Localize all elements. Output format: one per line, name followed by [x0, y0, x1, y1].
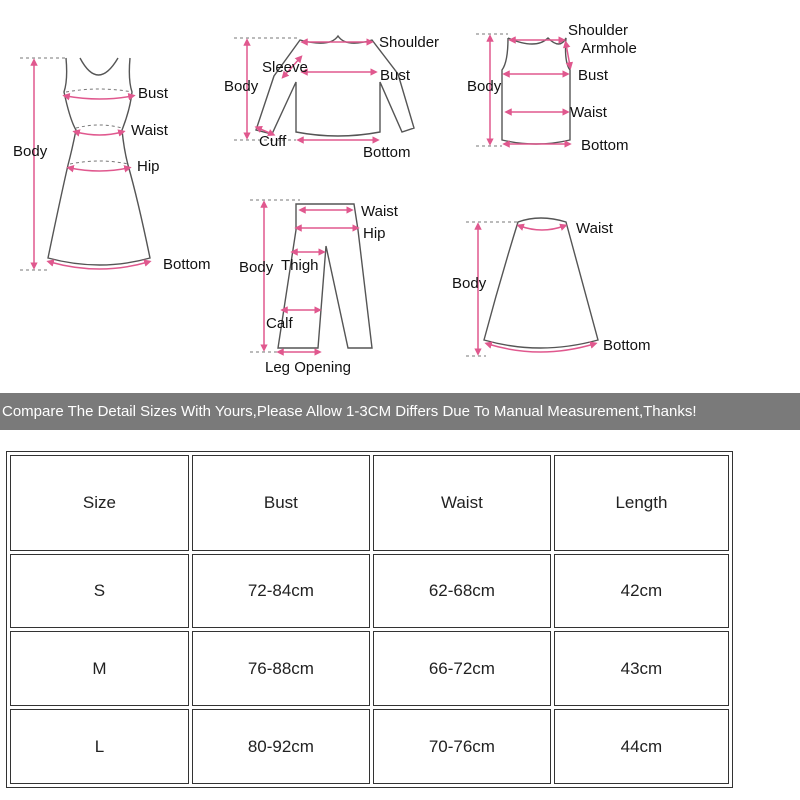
cell-length: 42cm: [554, 554, 729, 629]
cell-bust: 76-88cm: [192, 631, 370, 706]
header-waist: Waist: [373, 455, 551, 551]
table-header-row: [10, 455, 729, 551]
vest-outline: [502, 38, 570, 144]
dress-bottom-label: Bottom: [163, 256, 211, 273]
sweater-bottom-label: Bottom: [363, 144, 411, 161]
pants-body-label: Body: [239, 259, 274, 276]
vest-body-label: Body: [467, 78, 502, 95]
table-row: [10, 554, 729, 629]
cell-length: 44cm: [554, 709, 729, 784]
cell-bust: 72-84cm: [192, 554, 370, 629]
skirt-body-label: Body: [452, 275, 487, 292]
sweater-diagram: [224, 34, 439, 161]
table-row: [10, 631, 729, 706]
pants-thigh-label: Thigh: [281, 257, 319, 274]
cell-size: L: [10, 709, 189, 784]
dress-body-label: Body: [13, 143, 48, 160]
cell-waist: 70-76cm: [373, 709, 551, 784]
header-bust: Bust: [192, 455, 370, 551]
vest-bottom-label: Bottom: [581, 137, 629, 154]
header-size: Size: [10, 455, 189, 551]
measurement-diagrams: [0, 0, 800, 392]
dress-diagram: [13, 58, 211, 273]
size-chart: [6, 451, 733, 788]
cell-waist: 62-68cm: [373, 554, 551, 629]
vest-waist-label: Waist: [570, 104, 607, 121]
sweater-cuff-label: Cuff: [259, 133, 287, 150]
pants-calf-label: Calf: [266, 315, 293, 332]
dress-hip-label: Hip: [137, 158, 160, 175]
sweater-bust-label: Bust: [380, 67, 411, 84]
measurement-notice-banner: Compare The Detail Sizes With Yours,Please Allow 1-3CM Differs Due To Manual Measurement,Thanks!: [0, 393, 800, 430]
header-length: Length: [554, 455, 729, 551]
sweater-outline: [256, 36, 414, 136]
sweater-shoulder-label: Shoulder: [379, 34, 440, 51]
vest-bust-label: Bust: [578, 67, 609, 84]
pants-waist-label: Waist: [361, 203, 398, 220]
dress-bust-label: Bust: [138, 85, 169, 102]
cell-length: 43cm: [554, 631, 729, 706]
sweater-sleeve-label: Sleeve: [262, 59, 308, 76]
dress-outline: [48, 58, 150, 265]
table-row: [10, 709, 729, 784]
skirt-diagram: [452, 218, 651, 356]
sweater-body-label: Body: [224, 78, 259, 95]
vest-diagram: [467, 22, 637, 154]
skirt-bottom-label: Bottom: [603, 337, 651, 354]
cell-size: S: [10, 554, 189, 629]
cell-waist: 66-72cm: [373, 631, 551, 706]
skirt-outline: [484, 218, 598, 348]
vest-armhole-label: Armhole: [581, 40, 637, 57]
vest-shoulder-label: Shoulder: [568, 22, 629, 39]
pants-diagram: [239, 200, 399, 376]
cell-bust: 80-92cm: [192, 709, 370, 784]
cell-size: M: [10, 631, 189, 706]
pants-leg-opening-label: Leg Opening: [265, 359, 351, 376]
dress-waist-label: Waist: [131, 122, 168, 139]
size-table: [7, 452, 732, 787]
skirt-waist-label: Waist: [576, 220, 613, 237]
pants-hip-label: Hip: [363, 225, 386, 242]
